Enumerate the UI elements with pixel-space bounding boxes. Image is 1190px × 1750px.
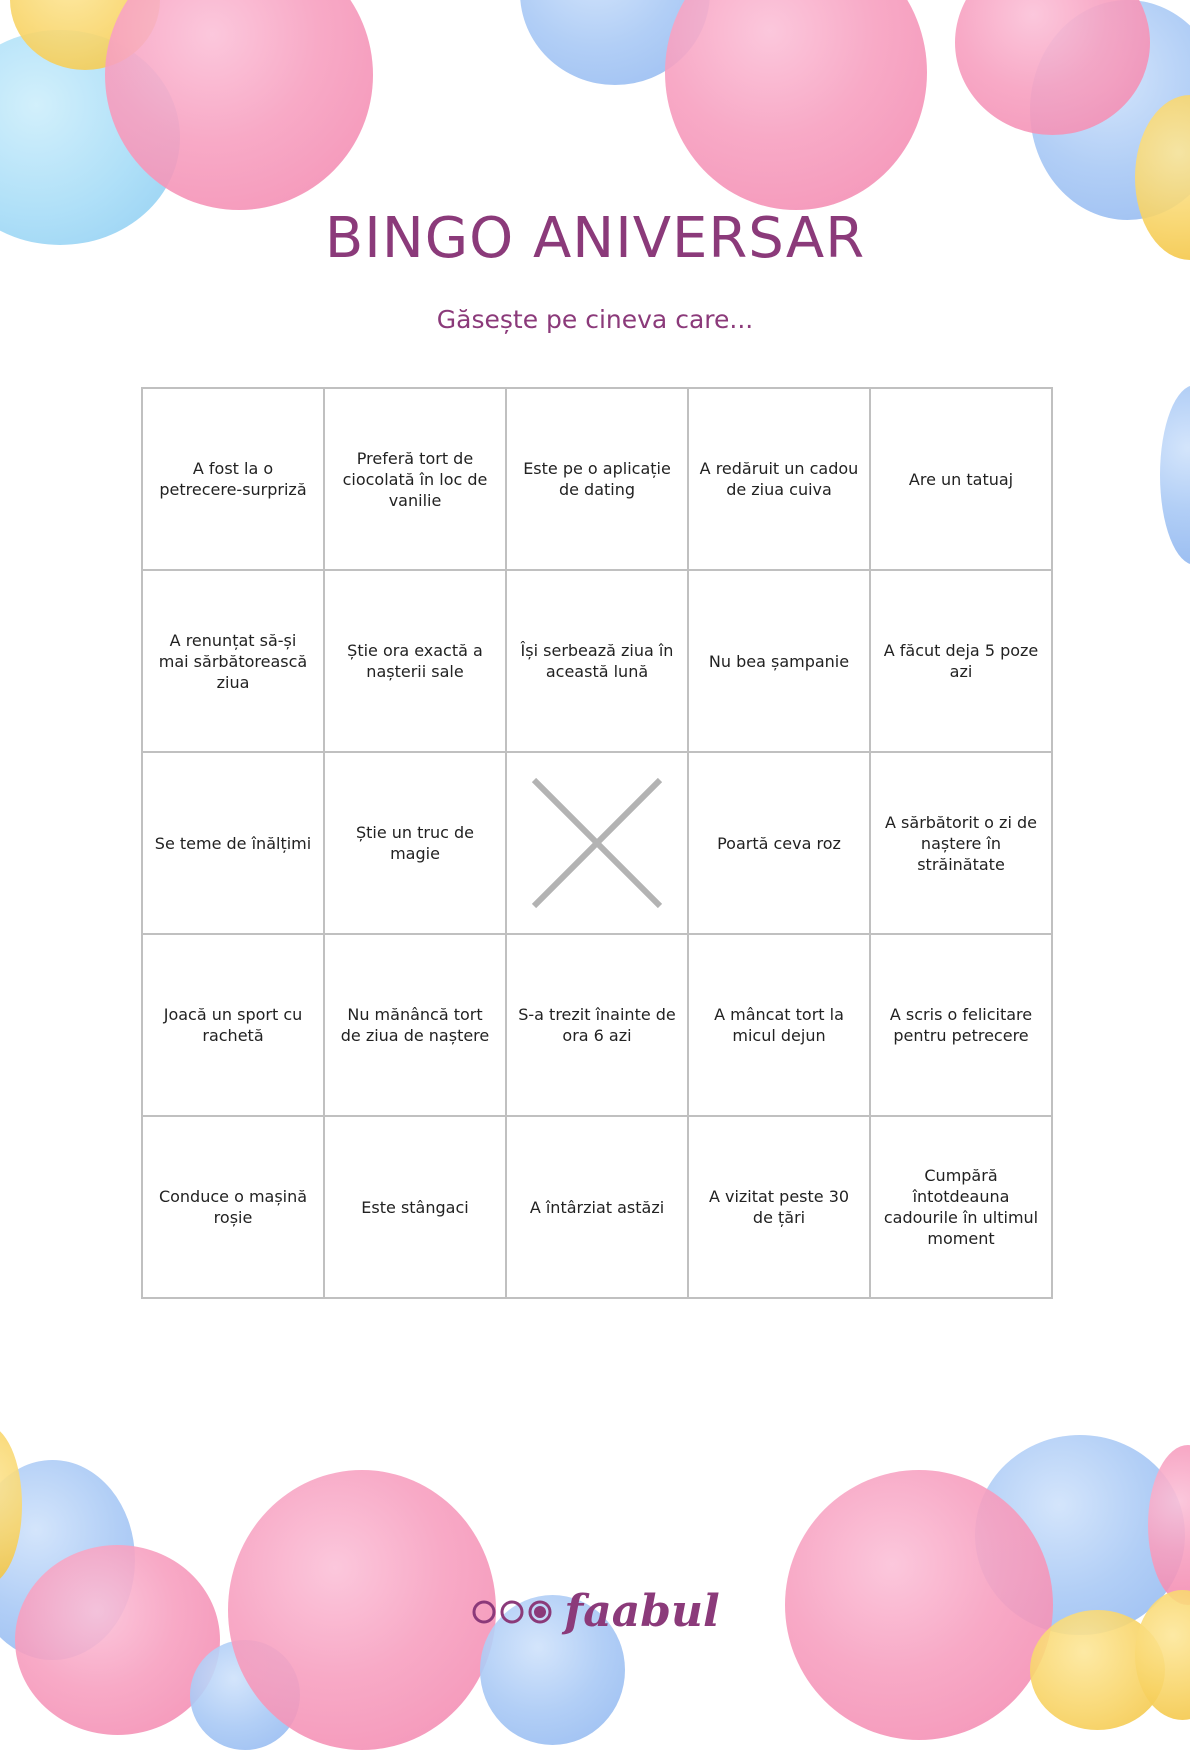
bingo-cell: A vizitat peste 30 de țări: [689, 1117, 871, 1299]
bingo-cell: Poartă ceva roz: [689, 753, 871, 935]
bingo-cell: Preferă tort de ciocolată în loc de vanilie: [325, 389, 507, 571]
bingo-free-cell: [507, 753, 689, 935]
bingo-cell: A mâncat tort la micul dejun: [689, 935, 871, 1117]
bingo-cell: Are un tatuaj: [871, 389, 1053, 571]
cross-icon: [532, 778, 662, 908]
balloon-decoration: [1160, 385, 1190, 565]
logo-circles-icon: [470, 1598, 554, 1626]
bingo-cell: Știe un truc de magie: [325, 753, 507, 935]
bingo-cell: A scris o felicitare pentru petrecere: [871, 935, 1053, 1117]
bingo-cell: Se teme de înălțimi: [143, 753, 325, 935]
bingo-cell: Cumpără întotdeauna cadourile în ultimul moment: [871, 1117, 1053, 1299]
bingo-cell: A redăruit un cadou de ziua cuiva: [689, 389, 871, 571]
bingo-grid: [141, 387, 1053, 1299]
footer-logo: [0, 1586, 1190, 1637]
bingo-cell: A făcut deja 5 poze azi: [871, 571, 1053, 753]
bingo-cell: Își serbează ziua în această lună: [507, 571, 689, 753]
balloon-decoration: [15, 1545, 220, 1735]
page-title: BINGO ANIVERSAR: [324, 206, 866, 271]
bingo-cell: A sărbătorit o zi de naștere în străinătate: [871, 753, 1053, 935]
bingo-cell: Nu mănâncă tort de ziua de naștere: [325, 935, 507, 1117]
page-subtitle: Găsește pe cineva care...: [436, 305, 754, 334]
bingo-cell: Știe ora exactă a nașterii sale: [325, 571, 507, 753]
logo-text: faabul: [564, 1586, 720, 1637]
bingo-cell: Conduce o mașină roșie: [143, 1117, 325, 1299]
bingo-cell: A întârziat astăzi: [507, 1117, 689, 1299]
bingo-cell: A fost la o petrecere-surpriză: [143, 389, 325, 571]
bingo-cell: Joacă un sport cu rachetă: [143, 935, 325, 1117]
bingo-cell: Este stângaci: [325, 1117, 507, 1299]
balloon-decoration: [665, 0, 927, 210]
bingo-cell: Nu bea șampanie: [689, 571, 871, 753]
bingo-cell: S-a trezit înainte de ora 6 azi: [507, 935, 689, 1117]
bingo-cell: A renunțat să-și mai sărbătorească ziua: [143, 571, 325, 753]
bingo-cell: Este pe o aplicație de dating: [507, 389, 689, 571]
